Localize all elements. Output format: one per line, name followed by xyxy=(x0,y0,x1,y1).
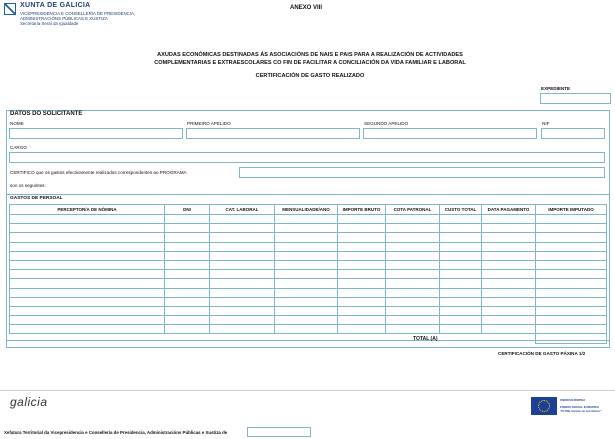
table-cell[interactable] xyxy=(482,251,536,260)
col-mensualidade: MENSUALIDADE/ANO xyxy=(275,205,338,215)
table-cell[interactable] xyxy=(275,270,338,279)
segundo-apelido-field[interactable] xyxy=(363,128,537,139)
table-cell[interactable] xyxy=(165,270,210,279)
table-cell[interactable] xyxy=(210,306,275,315)
table-cell[interactable] xyxy=(275,260,338,269)
table-cell[interactable] xyxy=(275,288,338,297)
table-cell[interactable] xyxy=(10,325,165,334)
table-cell[interactable] xyxy=(440,270,482,279)
table-cell[interactable] xyxy=(386,260,440,269)
table-row xyxy=(10,215,607,224)
eu-text-1: UNIÓN EUROPEA xyxy=(560,398,586,402)
table-row xyxy=(10,288,607,297)
table-cell[interactable] xyxy=(210,288,275,297)
table-cell[interactable] xyxy=(386,270,440,279)
table-cell[interactable] xyxy=(386,288,440,297)
expediente-field[interactable] xyxy=(540,93,611,104)
table-cell[interactable] xyxy=(536,233,607,242)
anexo-label: ANEXO VIII xyxy=(290,5,323,11)
programa-field[interactable] xyxy=(239,167,605,178)
table-cell[interactable] xyxy=(386,224,440,233)
table-cell[interactable] xyxy=(210,224,275,233)
nif-field[interactable] xyxy=(541,128,605,139)
eu-text-3: "O FSE inviste no teu futuro" xyxy=(560,409,602,413)
table-cell[interactable] xyxy=(10,279,165,288)
table-cell[interactable] xyxy=(10,233,165,242)
table-row xyxy=(10,316,607,325)
gastos-table xyxy=(9,204,607,344)
table-cell[interactable] xyxy=(386,251,440,260)
table-cell[interactable] xyxy=(482,224,536,233)
table-cell[interactable] xyxy=(440,242,482,251)
galicia-logo: galicia xyxy=(10,395,48,409)
table-cell[interactable] xyxy=(338,297,386,306)
table-cell[interactable] xyxy=(482,325,536,334)
table-cell[interactable] xyxy=(386,325,440,334)
table-cell[interactable] xyxy=(275,325,338,334)
table-cell[interactable] xyxy=(210,325,275,334)
xefatura-field[interactable] xyxy=(247,427,311,437)
title-line-1: AXUDAS ECONÓMICAS DESTINADAS ÁS ASOCIACIÓNS DE NAIS E PAIS PARA A REALIZACIÓN DE ACTIVIDADES xyxy=(157,52,463,58)
table-cell[interactable] xyxy=(10,316,165,325)
table-cell[interactable] xyxy=(10,260,165,269)
primeiro-apelido-field[interactable] xyxy=(186,128,360,139)
table-cell[interactable] xyxy=(165,260,210,269)
col-perceptor: PERCEPTOR/A DE NÓMINA xyxy=(10,205,165,215)
table-cell[interactable] xyxy=(482,306,536,315)
table-cell[interactable] xyxy=(210,260,275,269)
table-cell[interactable] xyxy=(165,316,210,325)
table-cell[interactable] xyxy=(275,316,338,325)
col-custo-total: CUSTO TOTAL xyxy=(440,205,482,215)
table-cell[interactable] xyxy=(482,242,536,251)
table-cell[interactable] xyxy=(165,242,210,251)
col-cat-laboral: CAT. LABORAL xyxy=(210,205,275,215)
table-cell[interactable] xyxy=(275,279,338,288)
gastos-table-body xyxy=(10,215,607,344)
table-cell[interactable] xyxy=(165,325,210,334)
table-row xyxy=(10,297,607,306)
table-cell[interactable] xyxy=(440,334,482,343)
table-cell[interactable] xyxy=(10,215,165,224)
table-cell[interactable] xyxy=(10,297,165,306)
cert-title: CERTIFICACIÓN DE GASTO REALIZADO xyxy=(255,73,365,79)
table-cell[interactable] xyxy=(275,297,338,306)
table-cell[interactable] xyxy=(338,233,386,242)
table-cell[interactable] xyxy=(210,242,275,251)
col-cota-patronal: COTA PATRONAL xyxy=(386,205,440,215)
table-row xyxy=(10,251,607,260)
segundo-apelido-label: SEGUNDO APELIDO xyxy=(364,121,409,126)
table-cell[interactable] xyxy=(536,242,607,251)
table-cell[interactable] xyxy=(386,316,440,325)
table-cell[interactable] xyxy=(482,316,536,325)
col-data-pagamento: DATA PAGAMENTO xyxy=(482,205,536,215)
table-cell[interactable] xyxy=(482,260,536,269)
table-cell[interactable] xyxy=(440,288,482,297)
table-cell[interactable] xyxy=(482,288,536,297)
table-cell[interactable] xyxy=(338,270,386,279)
table-cell[interactable] xyxy=(165,297,210,306)
org-sub-line-2: ADMINISTRACIÓNS PÚBLICAS E XUSTIZA xyxy=(20,16,108,21)
table-cell[interactable] xyxy=(482,233,536,242)
xefatura-note: Xefatura Territorial da Vicepresidencia e Consellería de Presidencia, Administracións Públicas e Xustiza de xyxy=(4,430,228,435)
table-cell[interactable] xyxy=(338,288,386,297)
table-cell[interactable] xyxy=(338,316,386,325)
table-cell[interactable] xyxy=(10,288,165,297)
eu-flag-icon xyxy=(531,397,557,415)
table-cell[interactable] xyxy=(338,306,386,315)
table-cell[interactable] xyxy=(10,224,165,233)
title-line-2: COMPLEMENTARIAS E EXTRAESCOLARES CO FIN DE FACILITAR A CONCILIACIÓN DA VIDA FAMILIAR E LABORAL xyxy=(154,60,466,66)
table-cell[interactable] xyxy=(536,260,607,269)
table-cell[interactable] xyxy=(536,288,607,297)
table-cell[interactable] xyxy=(10,242,165,251)
table-cell[interactable] xyxy=(536,270,607,279)
table-cell[interactable] xyxy=(338,224,386,233)
cargo-label: CARGO xyxy=(10,145,27,150)
nif-label: NIF xyxy=(542,121,550,126)
table-cell[interactable] xyxy=(536,306,607,315)
table-cell[interactable] xyxy=(210,279,275,288)
col-importe-bruto: IMPORTE BRUTO xyxy=(338,205,386,215)
table-cell[interactable] xyxy=(386,233,440,242)
table-cell[interactable] xyxy=(275,224,338,233)
table-cell[interactable] xyxy=(338,325,386,334)
table-cell[interactable] xyxy=(10,306,165,315)
table-cell[interactable] xyxy=(386,242,440,251)
table-cell[interactable] xyxy=(536,316,607,325)
org-sub-line-3: Secretaría Xeral da Igualdade xyxy=(20,21,79,26)
table-cell[interactable] xyxy=(210,297,275,306)
son-os-seguintes-text: son os seguintes: xyxy=(10,183,46,188)
table-cell[interactable] xyxy=(338,242,386,251)
table-header-row xyxy=(10,205,607,215)
page-label: CERTIFICACIÓN DE GASTO PÁXINA 1/2 xyxy=(498,351,586,356)
table-row xyxy=(10,270,607,279)
table-cell[interactable] xyxy=(338,215,386,224)
table-cell[interactable] xyxy=(165,233,210,242)
table-cell[interactable] xyxy=(165,224,210,233)
table-cell[interactable] xyxy=(275,233,338,242)
table-row xyxy=(10,242,607,251)
table-cell[interactable] xyxy=(338,260,386,269)
nome-label: NOME xyxy=(10,121,24,126)
table-row xyxy=(10,233,607,242)
primeiro-apelido-label: PRIMEIRO APELIDO xyxy=(187,121,231,126)
table-row xyxy=(10,224,607,233)
table-cell[interactable] xyxy=(536,279,607,288)
table-cell[interactable] xyxy=(275,251,338,260)
table-cell[interactable] xyxy=(482,279,536,288)
table-cell[interactable] xyxy=(482,334,536,343)
table-cell[interactable] xyxy=(386,297,440,306)
table-cell[interactable] xyxy=(165,215,210,224)
table-cell[interactable] xyxy=(440,251,482,260)
table-cell[interactable] xyxy=(210,233,275,242)
table-cell[interactable] xyxy=(165,251,210,260)
nome-field[interactable] xyxy=(9,128,183,139)
expediente-label: EXPEDIENTE xyxy=(541,86,571,91)
table-row xyxy=(10,306,607,315)
table-cell[interactable] xyxy=(386,279,440,288)
table-cell[interactable] xyxy=(440,215,482,224)
table-cell[interactable] xyxy=(338,251,386,260)
col-importe-imputado: IMPORTE IMPUTADO xyxy=(536,205,607,215)
table-row xyxy=(10,325,607,334)
table-cell[interactable] xyxy=(440,325,482,334)
table-cell[interactable] xyxy=(482,297,536,306)
table-row xyxy=(10,279,607,288)
table-cell[interactable] xyxy=(210,215,275,224)
table-cell[interactable] xyxy=(275,215,338,224)
table-cell[interactable] xyxy=(386,215,440,224)
table-cell[interactable] xyxy=(165,279,210,288)
table-cell[interactable] xyxy=(440,306,482,315)
footer-divider xyxy=(0,390,615,391)
table-cell[interactable] xyxy=(210,270,275,279)
cargo-field[interactable] xyxy=(9,152,605,163)
table-cell[interactable] xyxy=(386,306,440,315)
table-cell[interactable] xyxy=(440,233,482,242)
table-cell[interactable] xyxy=(536,251,607,260)
table-cell[interactable] xyxy=(275,306,338,315)
eu-text-2: FONDO SOCIAL EUROPEO xyxy=(560,405,599,409)
total-importe-field[interactable] xyxy=(536,334,607,343)
table-cell[interactable] xyxy=(210,316,275,325)
table-cell[interactable] xyxy=(536,325,607,334)
table-cell[interactable] xyxy=(440,297,482,306)
table-cell[interactable] xyxy=(482,215,536,224)
total-row xyxy=(10,334,607,343)
xunta-flag-icon xyxy=(4,3,16,15)
table-cell[interactable] xyxy=(165,288,210,297)
total-label: TOTAL (A) xyxy=(413,335,438,342)
table-cell[interactable] xyxy=(275,242,338,251)
solicitante-title: DATOS DO SOLICITANTE xyxy=(10,111,83,117)
table-row xyxy=(10,260,607,269)
table-cell[interactable] xyxy=(440,224,482,233)
certifico-text: CERTIFICO que os gastos efectivamente realizados correspondentes ao PROGRAMA xyxy=(10,170,187,175)
table-cell[interactable] xyxy=(440,279,482,288)
table-cell[interactable] xyxy=(482,270,536,279)
table-cell[interactable] xyxy=(10,251,165,260)
table-cell[interactable] xyxy=(165,306,210,315)
table-cell[interactable] xyxy=(210,251,275,260)
org-name: XUNTA DE GALICIA xyxy=(20,2,91,9)
gastos-title: GASTOS DE PERSOAL xyxy=(10,196,63,201)
table-cell[interactable] xyxy=(536,215,607,224)
table-cell[interactable] xyxy=(536,224,607,233)
table-cell[interactable] xyxy=(536,297,607,306)
col-dni: DNI xyxy=(165,205,210,215)
org-sub-line-1: VICEPRESIDENCIA E CONSELLERÍA DE PRESIDENCIA, xyxy=(20,11,136,16)
table-cell[interactable] xyxy=(338,279,386,288)
table-cell[interactable] xyxy=(440,260,482,269)
table-cell[interactable] xyxy=(440,316,482,325)
table-cell[interactable] xyxy=(10,270,165,279)
